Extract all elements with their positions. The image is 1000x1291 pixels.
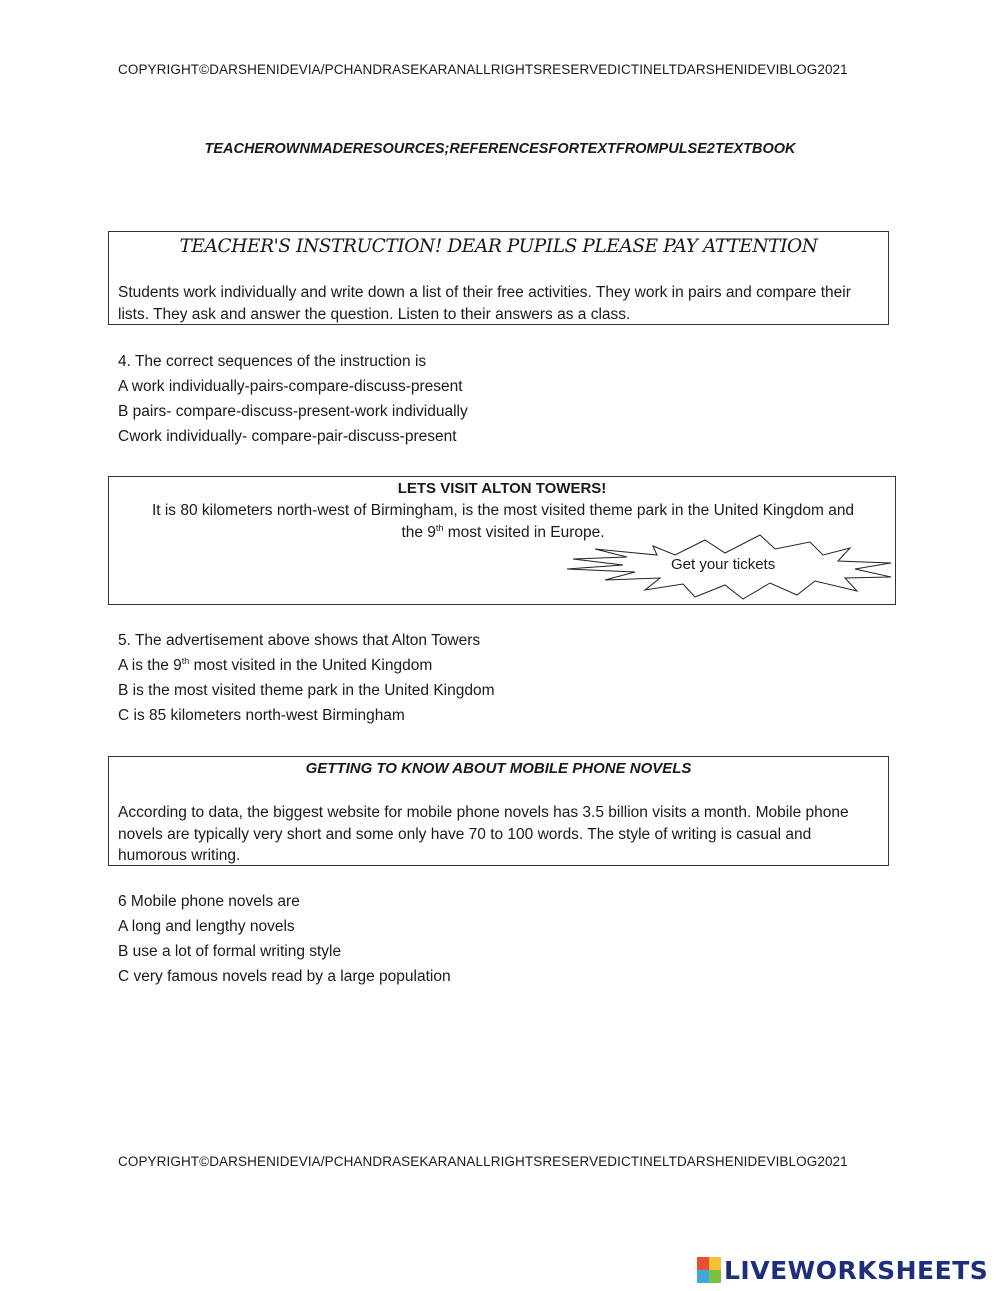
logo-square-1 [697, 1257, 709, 1270]
question-6-option-c[interactable]: C very famous novels read by a large population [118, 968, 451, 985]
question-4-option-b[interactable]: B pairs- compare-discuss-present-work individually [118, 403, 468, 420]
copyright-header: COPYRIGHT©DARSHENIDEVIA/PCHANDRASEKARANALLRIGHTSRESERVEDICTINELTDARSHENIDEVIBLOG2021 [118, 62, 848, 77]
novels-title: GETTING TO KNOW ABOUT MOBILE PHONE NOVELS [305, 760, 692, 777]
question-4-stem: 4. The correct sequences of the instruction is [118, 353, 427, 370]
question-5-stem: 5. The advertisement above shows that Alton Towers [118, 632, 481, 649]
question-5-option-c[interactable]: C is 85 kilometers north-west Birmingham [118, 707, 405, 724]
question-4-option-a[interactable]: A work individually-pairs-compare-discuss-present [118, 378, 463, 395]
question-5-option-b[interactable]: B is the most visited theme park in the United Kingdom [118, 682, 495, 699]
liveworksheets-wordmark: LIVEWORKSHEETS [724, 1255, 989, 1285]
liveworksheets-logo [697, 1252, 988, 1288]
instruction-title: TEACHER'S INSTRUCTION! DEAR PUPILS PLEASE PAY ATTENTION [179, 236, 818, 257]
mobile-novels-box [108, 756, 889, 866]
question-4 [118, 349, 468, 449]
question-6 [118, 889, 451, 989]
alton-line-1: It is 80 kilometers north-west of Birmingham, is the most visited theme park in the United Kingdom and [151, 502, 855, 519]
get-tickets-label[interactable]: Get your tickets [671, 556, 776, 573]
copyright-footer: COPYRIGHT©DARSHENIDEVIA/PCHANDRASEKARANALLRIGHTSRESERVEDICTINELTDARSHENIDEVIBLOG2021 [118, 1154, 848, 1169]
question-5-option-a[interactable]: A is the 9th most visited in the United Kingdom [118, 655, 433, 674]
alton-title: LETS VISIT ALTON TOWERS! [397, 480, 607, 497]
novels-body: According to data, the biggest website for mobile phone novels has 3.5 billion visits a month. Mobile phone novels are typically very short and some only have 70 to 100 words. The style of writing is casual and humorous writing. [118, 804, 849, 864]
liveworksheets-logo-icon [697, 1257, 721, 1283]
alton-towers-box [108, 476, 896, 605]
question-6-option-b[interactable]: B use a lot of formal writing style [118, 943, 342, 960]
logo-square-2 [709, 1257, 721, 1270]
logo-square-3 [697, 1270, 709, 1283]
alton-line-2: the 9th most visited in Europe. [401, 522, 605, 541]
resource-subheading: TEACHEROWNMADERESOURCES;REFERENCESFORTEXTFROMPULSE2TEXTBOOK [204, 141, 796, 157]
instruction-box [108, 231, 889, 325]
question-5 [118, 628, 495, 728]
question-6-option-a[interactable]: A long and lengthy novels [118, 918, 295, 935]
instruction-body: Students work individually and write down a list of their free activities. They work in pairs and compare their lists. They ask and answer the question. Listen to their answers as a class. [118, 284, 851, 323]
question-4-option-c[interactable]: Cwork individually- compare-pair-discuss-present [118, 428, 457, 445]
logo-square-4 [709, 1270, 721, 1283]
question-6-stem: 6 Mobile phone novels are [118, 893, 300, 910]
